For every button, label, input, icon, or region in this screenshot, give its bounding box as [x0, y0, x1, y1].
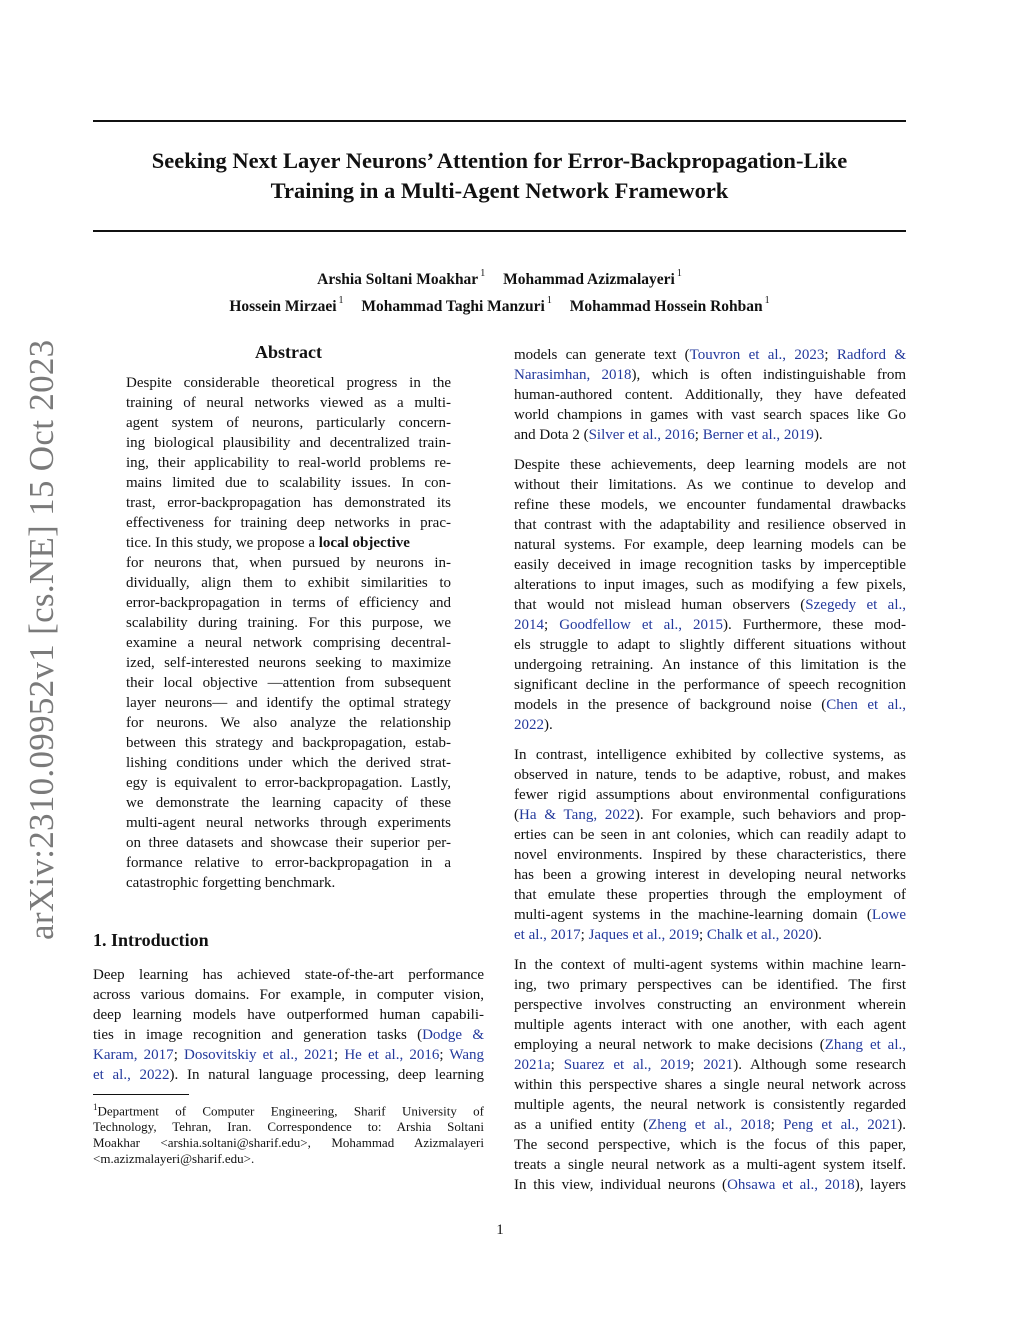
text-line: multiple agents, the neural network is consistently regarded — [514, 1097, 906, 1113]
citation-link[interactable]: He et al., 2016 — [344, 1047, 440, 1063]
citation-link[interactable]: Narasimhan, 2018 — [514, 367, 632, 383]
citation-link[interactable]: Szegedy et al., — [805, 597, 906, 613]
text-line: and Dota 2 (Silver et al., 2016; Berner et al., 2019). — [514, 427, 823, 443]
title-bottom-rule — [93, 230, 906, 232]
footnote-line: Technology, Tehran, Iran. Correspondence to: Arshia Soltani — [93, 1119, 484, 1135]
bold-local-objective: local objective — [318, 535, 410, 551]
text-line: that emulate these properties through the employment of — [514, 887, 906, 903]
text-line: easily deceived in image recognition tasks by imperceptible — [514, 557, 906, 573]
abstract-line: on three datasets and showcase their superior per- — [126, 835, 451, 851]
title-top-rule — [93, 120, 906, 122]
text-line: ing, two primary perspectives can be identified. The first — [514, 977, 906, 993]
text-line: alterations to input images, such as modifying a few pixels, — [514, 577, 906, 593]
abstract-line: we demonstrate the learning capacity of these — [126, 795, 451, 811]
paper-title — [93, 146, 906, 206]
intro-paragraph-1 — [93, 965, 484, 1085]
text-line: et al., 2022). In natural language processing, deep learning — [93, 1067, 484, 1083]
text-line: models can generate text (Touvron et al., 2023; Radford & — [514, 347, 906, 363]
abstract-line: lishing conditions under which the derived strat- — [126, 755, 451, 771]
citation-link[interactable]: et al., 2022 — [93, 1067, 170, 1083]
author-line-2 — [93, 291, 906, 318]
abstract-line: for neurons. We also analyze the relationship — [126, 715, 451, 731]
abstract-line: Despite considerable theoretical progress in the — [126, 375, 451, 391]
text-line: refine these models, we encounter fundamental drawbacks — [514, 497, 906, 513]
abstract-line: examine a neural network comprising decentral- — [126, 635, 451, 651]
citation-link[interactable]: Wang — [449, 1047, 484, 1063]
text-line: undergoing retraining. An instance of this limitation is the — [514, 657, 906, 673]
citation-link[interactable]: Ha & Tang, 2022 — [519, 807, 635, 823]
citation-link[interactable]: Zheng et al., 2018 — [648, 1117, 771, 1133]
text-line: without their limitations. As we continue to develop and — [514, 477, 906, 493]
author-4: Mohammad Taghi Manzuri $^1$ — [361, 295, 552, 316]
citation-link[interactable]: Chalk et al., 2020 — [706, 927, 814, 943]
text-line: treats a single neural network as a multi-agent system itself. — [514, 1157, 906, 1173]
text-line: that would not mislead human observers (Szegedy et al., — [514, 597, 906, 613]
abstract-line: their local objective —attention from subsequent — [126, 675, 451, 691]
text-line: (Ha & Tang, 2022). For example, such behaviors and prop- — [514, 807, 906, 823]
citation-link[interactable]: Dodge & — [422, 1027, 484, 1043]
text-line: models in the presence of background noise (Chen et al., — [514, 697, 906, 713]
abstract-line: layer neurons— and identify the optimal strategy — [126, 695, 451, 711]
citation-link[interactable]: Ohsawa et al., 2018 — [727, 1177, 855, 1193]
abstract-body — [126, 373, 451, 893]
abstract-line: ing, their applicability to real-world problems re- — [126, 455, 451, 471]
abstract-line: dividually, align them to exhibit similarities to — [126, 575, 451, 591]
text-line: 2014; Goodfellow et al., 2015). Furthermore, these mod- — [514, 617, 906, 633]
abstract-line: scalability during training. For this purpose, we — [126, 615, 451, 631]
text-line: 2022). — [514, 717, 553, 733]
text-line: Despite these achievements, deep learning models are not — [514, 457, 906, 473]
text-line: In the context of multi-agent systems within machine learn- — [514, 957, 906, 973]
text-line: Narasimhan, 2018), which is often indistinguishable from — [514, 367, 906, 383]
abstract-line: agent system of neurons, particularly concern- — [126, 415, 451, 431]
text-line: world champions in games with vast search spaces like Go — [514, 407, 906, 423]
right-paragraph-3 — [514, 745, 906, 945]
text-line: has been a growing interest in developing neural networks — [514, 867, 906, 883]
citation-link[interactable]: Silver et al., 2016 — [588, 427, 695, 443]
citation-link[interactable]: Dosovitskiy et al., 2021 — [183, 1047, 335, 1063]
author-5: Mohammad Hossein Rohban $^1$ — [569, 295, 770, 316]
citation-link[interactable]: Lowe — [871, 907, 906, 923]
footnote-line: $^1$Department of Computer Engineering, Sharif University of — [93, 1102, 484, 1119]
abstract-line: for neurons that, when pursued by neurons in- — [126, 555, 451, 571]
text-line: 2021a; Suarez et al., 2019; 2021). Although some research — [514, 1057, 907, 1073]
citation-link[interactable]: Radford & — [836, 347, 906, 363]
citation-link[interactable]: Karam, 2017 — [93, 1047, 174, 1063]
abstract-line: trast, error-backpropagation has demonstrated its — [126, 495, 451, 511]
text-line: that contrast with the adaptability and resilience observed in — [514, 517, 906, 533]
text-line: In this view, individual neurons (Ohsawa et al., 2018), layers — [514, 1177, 907, 1193]
text-line: multiple agents interact with one another, with each agent — [514, 1017, 906, 1033]
right-paragraph-4 — [514, 955, 906, 1195]
citation-link[interactable]: et al., 2017 — [514, 927, 581, 943]
text-line: novel environments. Inspired by these characteristics, there — [514, 847, 906, 863]
footnote — [93, 1099, 484, 1167]
citation-link[interactable]: Suarez et al., 2019 — [563, 1057, 691, 1073]
text-line: as a unified entity (Zheng et al., 2018; Peng et al., 2021). — [514, 1117, 906, 1133]
footnote-line: <m.azizmalayeri@sharif.edu>. — [93, 1151, 255, 1167]
text-line: els struggle to adapt to slightly different situations without — [514, 637, 906, 653]
footnote-line: Moakhar <arshia.soltani@sharif.edu>, Mohammad Azizmalayeri — [93, 1135, 484, 1151]
text-line: et al., 2017; Jaques et al., 2019; Chalk et al., 2020). — [514, 927, 822, 943]
text-line: deep learning models have outperformed human capabili- — [93, 1007, 484, 1023]
citation-link[interactable]: Peng et al., 2021 — [783, 1117, 898, 1133]
author-list — [93, 264, 906, 318]
citation-link[interactable]: Chen et al., — [826, 697, 906, 713]
abstract-line: ized, self-interested neurons seeking to maximize — [126, 655, 451, 671]
citation-link[interactable]: Zhang et al., — [824, 1037, 906, 1053]
abstract-line: catastrophic forgetting benchmark. — [126, 875, 336, 891]
footnote-rule — [93, 1094, 189, 1095]
text-line: In contrast, intelligence exhibited by collective systems, as — [514, 747, 906, 763]
text-line: across various domains. For example, in computer vision, — [93, 987, 484, 1003]
title-line-2: Training in a Multi-Agent Network Framework — [270, 178, 729, 203]
abstract-line: formance relative to error-backpropagation in a — [126, 855, 451, 871]
text-line: perspective involves constructing an environment wherein — [514, 997, 906, 1013]
author-line-1 — [93, 264, 906, 291]
citation-link[interactable]: Berner et al., 2019 — [702, 427, 814, 443]
page-number: 1 — [496, 1222, 504, 1238]
abstract-line: multi-agent neural networks through experiments — [126, 815, 451, 831]
text-line: human-authored content. Additionally, they have defeated — [514, 387, 906, 403]
right-paragraph-2 — [514, 455, 906, 735]
citation-link[interactable]: 2021 — [703, 1057, 734, 1073]
abstract-line-with-bold: tice. In this study, we propose a local objective — [126, 535, 410, 551]
text-line: ties in image recognition and generation tasks (Dodge & — [93, 1027, 484, 1043]
citation-link[interactable]: 2021a — [514, 1057, 551, 1073]
text-line: multi-agent systems in the machine-learning domain (Lowe — [514, 907, 906, 923]
text-line: observed in nature, tends to be adaptive, robust, and makes — [514, 767, 906, 783]
text-line: The second perspective, which is the focus of this paper, — [514, 1137, 906, 1153]
abstract-line: between this strategy and backpropagation, estab- — [126, 735, 451, 751]
section-heading-introduction: 1. Introduction — [93, 930, 209, 950]
citation-link[interactable]: 2022 — [514, 717, 544, 733]
text-line: Deep learning has achieved state-of-the-art performance — [93, 967, 484, 983]
abstract-line: error-backpropagation in terms of efficiency and — [126, 595, 451, 611]
citation-link[interactable]: Touvron et al., 2023 — [689, 347, 825, 363]
citation-link[interactable]: Goodfellow et al., 2015 — [559, 617, 724, 633]
author-3: Hossein Mirzaei $^1$ — [229, 295, 344, 316]
right-paragraph-1 — [514, 345, 906, 445]
text-line: Karam, 2017; Dosovitskiy et al., 2021; He et al., 2016; Wang — [93, 1047, 484, 1063]
abstract-line: ing biological plausibility and decentralized train- — [126, 435, 451, 451]
author-1: Arshia Soltani Moakhar $^1$ — [317, 268, 486, 289]
arxiv-identifier-stamp: arXiv:2310.09952v1 [cs.NE] 15 Oct 2023 — [22, 339, 61, 940]
text-line: erties can be seen in ant colonies, which can readily adapt to — [514, 827, 906, 843]
title-line-1: Seeking Next Layer Neurons’ Attention for Error-Backpropagation-Like — [151, 148, 848, 173]
abstract-line: mains limited due to scalability issues. In con- — [126, 475, 451, 491]
citation-link[interactable]: Jaques et al., 2019 — [588, 927, 699, 943]
abstract-line: egy is equivalent to error-backpropagation. Lastly, — [126, 775, 451, 791]
text-line: within this perspective shares a single neural network across — [514, 1077, 906, 1093]
author-2: Mohammad Azizmalayeri $^1$ — [503, 268, 682, 289]
abstract-heading: Abstract — [255, 342, 322, 362]
citation-link[interactable]: 2014 — [514, 617, 544, 633]
abstract-line: training of neural networks viewed as a multi- — [126, 395, 451, 411]
text-line: fewer rigid assumptions about environmental configurations — [514, 787, 906, 803]
text-line: natural systems. For example, deep learning models can be — [514, 537, 906, 553]
text-line: employing a neural network to make decisions (Zhang et al., — [514, 1037, 906, 1053]
abstract-line: effectiveness for training deep networks in prac- — [126, 515, 451, 531]
text-line: significant decline in the performance of speech recognition — [514, 677, 906, 693]
